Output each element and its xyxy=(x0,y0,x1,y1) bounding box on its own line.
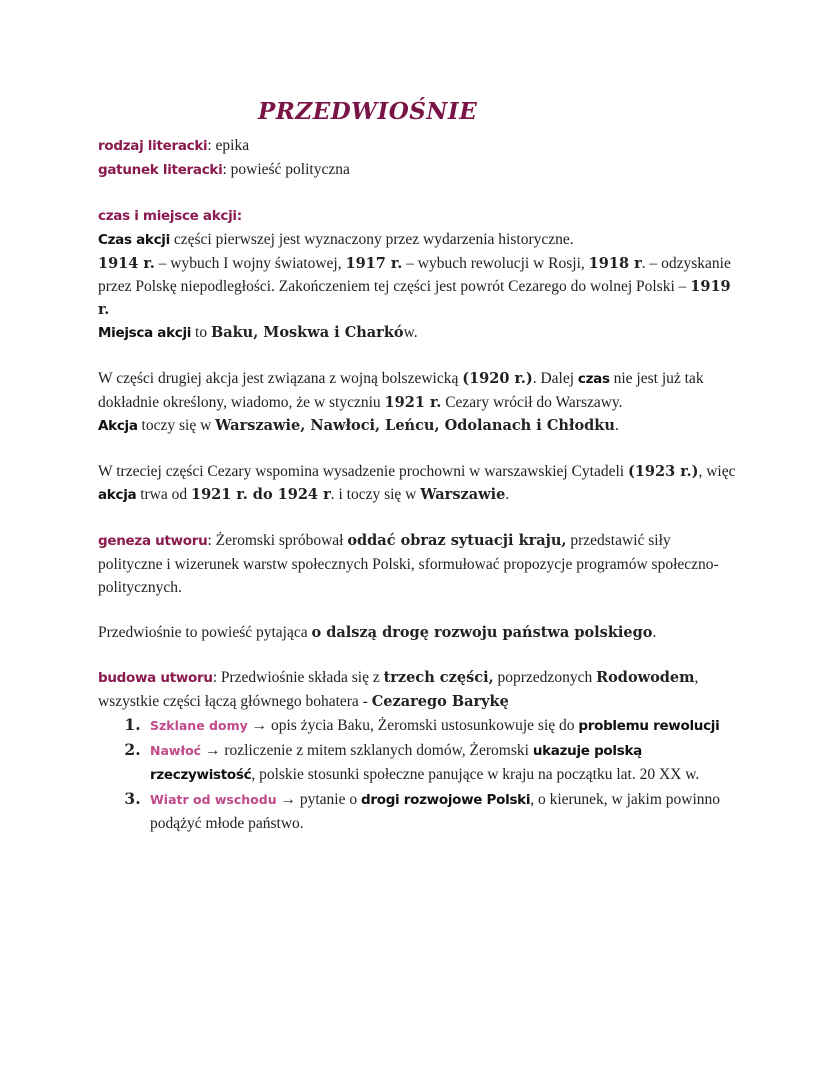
text-segment: . – odzyskanie przez Polskę niepodległości. Zakończeniem tej części jest powrót Cezarego do wolnej Polski – xyxy=(98,255,731,295)
emphasis-text: akcja xyxy=(98,487,137,503)
text-segment: poprzedzonych xyxy=(493,669,597,686)
emphasis-text: (1923 r.) xyxy=(627,463,699,480)
emphasis-text: Akcja xyxy=(98,418,138,434)
emphasis-text: 1918 r xyxy=(588,255,642,272)
text-segment: : Przedwiośnie składa się z xyxy=(212,669,384,686)
emphasis-text: Warszawie, Nawłoci, Leńcu, Odolanach i Chłodku xyxy=(215,417,615,434)
text-segment: → rozliczenie z mitem szklanych domów, Żeromski xyxy=(201,742,533,759)
text-segment: . i toczy się w xyxy=(330,486,421,503)
part-title: Wiatr od wschodu xyxy=(150,792,277,807)
document-page xyxy=(98,100,738,835)
emphasis-text: 1914 r. xyxy=(98,255,155,272)
text-segment: : epika xyxy=(207,137,250,154)
paragraph xyxy=(98,460,738,507)
paragraph xyxy=(98,529,738,599)
paragraph xyxy=(98,228,738,252)
emphasis-text: czas xyxy=(577,371,610,387)
emphasis-text: 1921 r. xyxy=(384,394,442,411)
text-segment: → pytanie o xyxy=(276,791,361,808)
text-segment: Przedwiośnie to powieść pytająca xyxy=(98,624,312,641)
paragraph xyxy=(98,134,738,158)
emphasis-text: 1919 r. xyxy=(98,278,731,318)
text-segment: to xyxy=(191,324,211,341)
text-segment: , polskie stosunki społeczne panujące w kraju na początku lat. 20 XX w. xyxy=(251,766,700,783)
emphasis-text: (1920 r.) xyxy=(462,370,533,387)
section-label: budowa utworu xyxy=(98,670,213,686)
paragraph xyxy=(98,367,738,414)
text-segment: części pierwszej jest wyznaczony przez wydarzenia historyczne. xyxy=(169,231,574,248)
section-label: rodzaj literacki xyxy=(98,138,208,154)
section-label: czas i miejsce akcji: xyxy=(98,208,242,224)
spacer xyxy=(98,345,738,367)
text-segment: . Dalej xyxy=(532,370,578,387)
text-segment: – wybuch I wojny światowej, xyxy=(154,255,346,272)
spacer xyxy=(98,599,738,621)
emphasis-text: Rodowodem xyxy=(596,669,695,686)
emphasis-text: problemu rewolucji xyxy=(578,718,720,734)
spacer xyxy=(98,182,738,204)
paragraph xyxy=(98,321,738,345)
section-label: gatunek literacki xyxy=(98,162,223,178)
emphasis-text: 1917 r. xyxy=(345,255,403,272)
emphasis-text: o dalszą drogę rozwoju państwa polskiego xyxy=(311,624,653,641)
text-segment: w. xyxy=(403,324,418,341)
text-segment: nie jest już tak dokładnie określony, wiadomo, że w styczniu xyxy=(98,370,704,411)
document-title: PRZEDWIOŚNIE xyxy=(258,98,478,125)
paragraph xyxy=(98,158,738,182)
list-item xyxy=(146,738,738,787)
paragraph xyxy=(98,204,738,228)
text-segment: : Żeromski spróbował xyxy=(207,532,348,549)
paragraph xyxy=(98,252,738,321)
parts-list xyxy=(98,713,738,835)
text-segment: W części drugiej akcja jest związana z wojną bolszewicką xyxy=(98,370,463,387)
paragraph xyxy=(98,666,738,713)
text-segment: , więc xyxy=(698,463,736,480)
paragraph xyxy=(98,621,738,644)
text-segment: – wybuch rewolucji w Rosji, xyxy=(402,255,589,272)
spacer xyxy=(98,438,738,460)
text-segment: : powieść polityczna xyxy=(222,161,350,178)
text-segment: . xyxy=(652,624,657,641)
text-segment: . xyxy=(505,486,510,503)
list-item xyxy=(146,787,738,835)
text-segment: , o kierunek, w jakim powinno podążyć młode państwo. xyxy=(150,791,721,832)
text-segment: . xyxy=(614,417,619,434)
text-segment: przedstawić siły polityczne i wizerunek warstw społecznych Polski, sformułować propozycje programów społeczno-politycznych. xyxy=(98,532,719,596)
part-title: Nawłoć xyxy=(150,743,202,758)
emphasis-text: Cezarego Barykę xyxy=(371,693,509,710)
list-item xyxy=(146,713,738,738)
emphasis-text: trzech części, xyxy=(383,669,494,686)
text-segment: → opis życia Baku, Żeromski ustosunkowuje się do xyxy=(247,717,579,734)
spacer xyxy=(98,507,738,529)
text-segment: Cezary wrócił do Warszawy. xyxy=(441,394,623,411)
emphasis-text: drogi rozwojowe Polski xyxy=(361,792,531,808)
part-title: Szklane domy xyxy=(150,718,248,733)
emphasis-text: Czas akcji xyxy=(98,232,170,248)
emphasis-text: Baku, Moskwa i Charkó xyxy=(210,324,404,341)
emphasis-text: oddać obraz sytuacji kraju, xyxy=(347,532,567,549)
text-segment: W trzeciej części Cezary wspomina wysadzenie prochowni w warszawskiej Cytadeli xyxy=(98,463,628,480)
section-label: geneza utworu xyxy=(98,533,208,549)
spacer xyxy=(98,644,738,666)
emphasis-text: ukazuje polską rzeczywistość xyxy=(150,743,642,783)
document-body xyxy=(98,134,738,835)
text-segment: trwa od xyxy=(136,486,191,503)
emphasis-text: Warszawie xyxy=(420,486,506,503)
emphasis-text: 1921 r. do 1924 r xyxy=(191,486,331,503)
text-segment: , wszystkie części łączą głównego bohatera - xyxy=(98,669,699,710)
text-segment: toczy się w xyxy=(137,417,216,434)
paragraph xyxy=(98,414,738,438)
emphasis-text: Miejsca akcji xyxy=(98,325,192,341)
